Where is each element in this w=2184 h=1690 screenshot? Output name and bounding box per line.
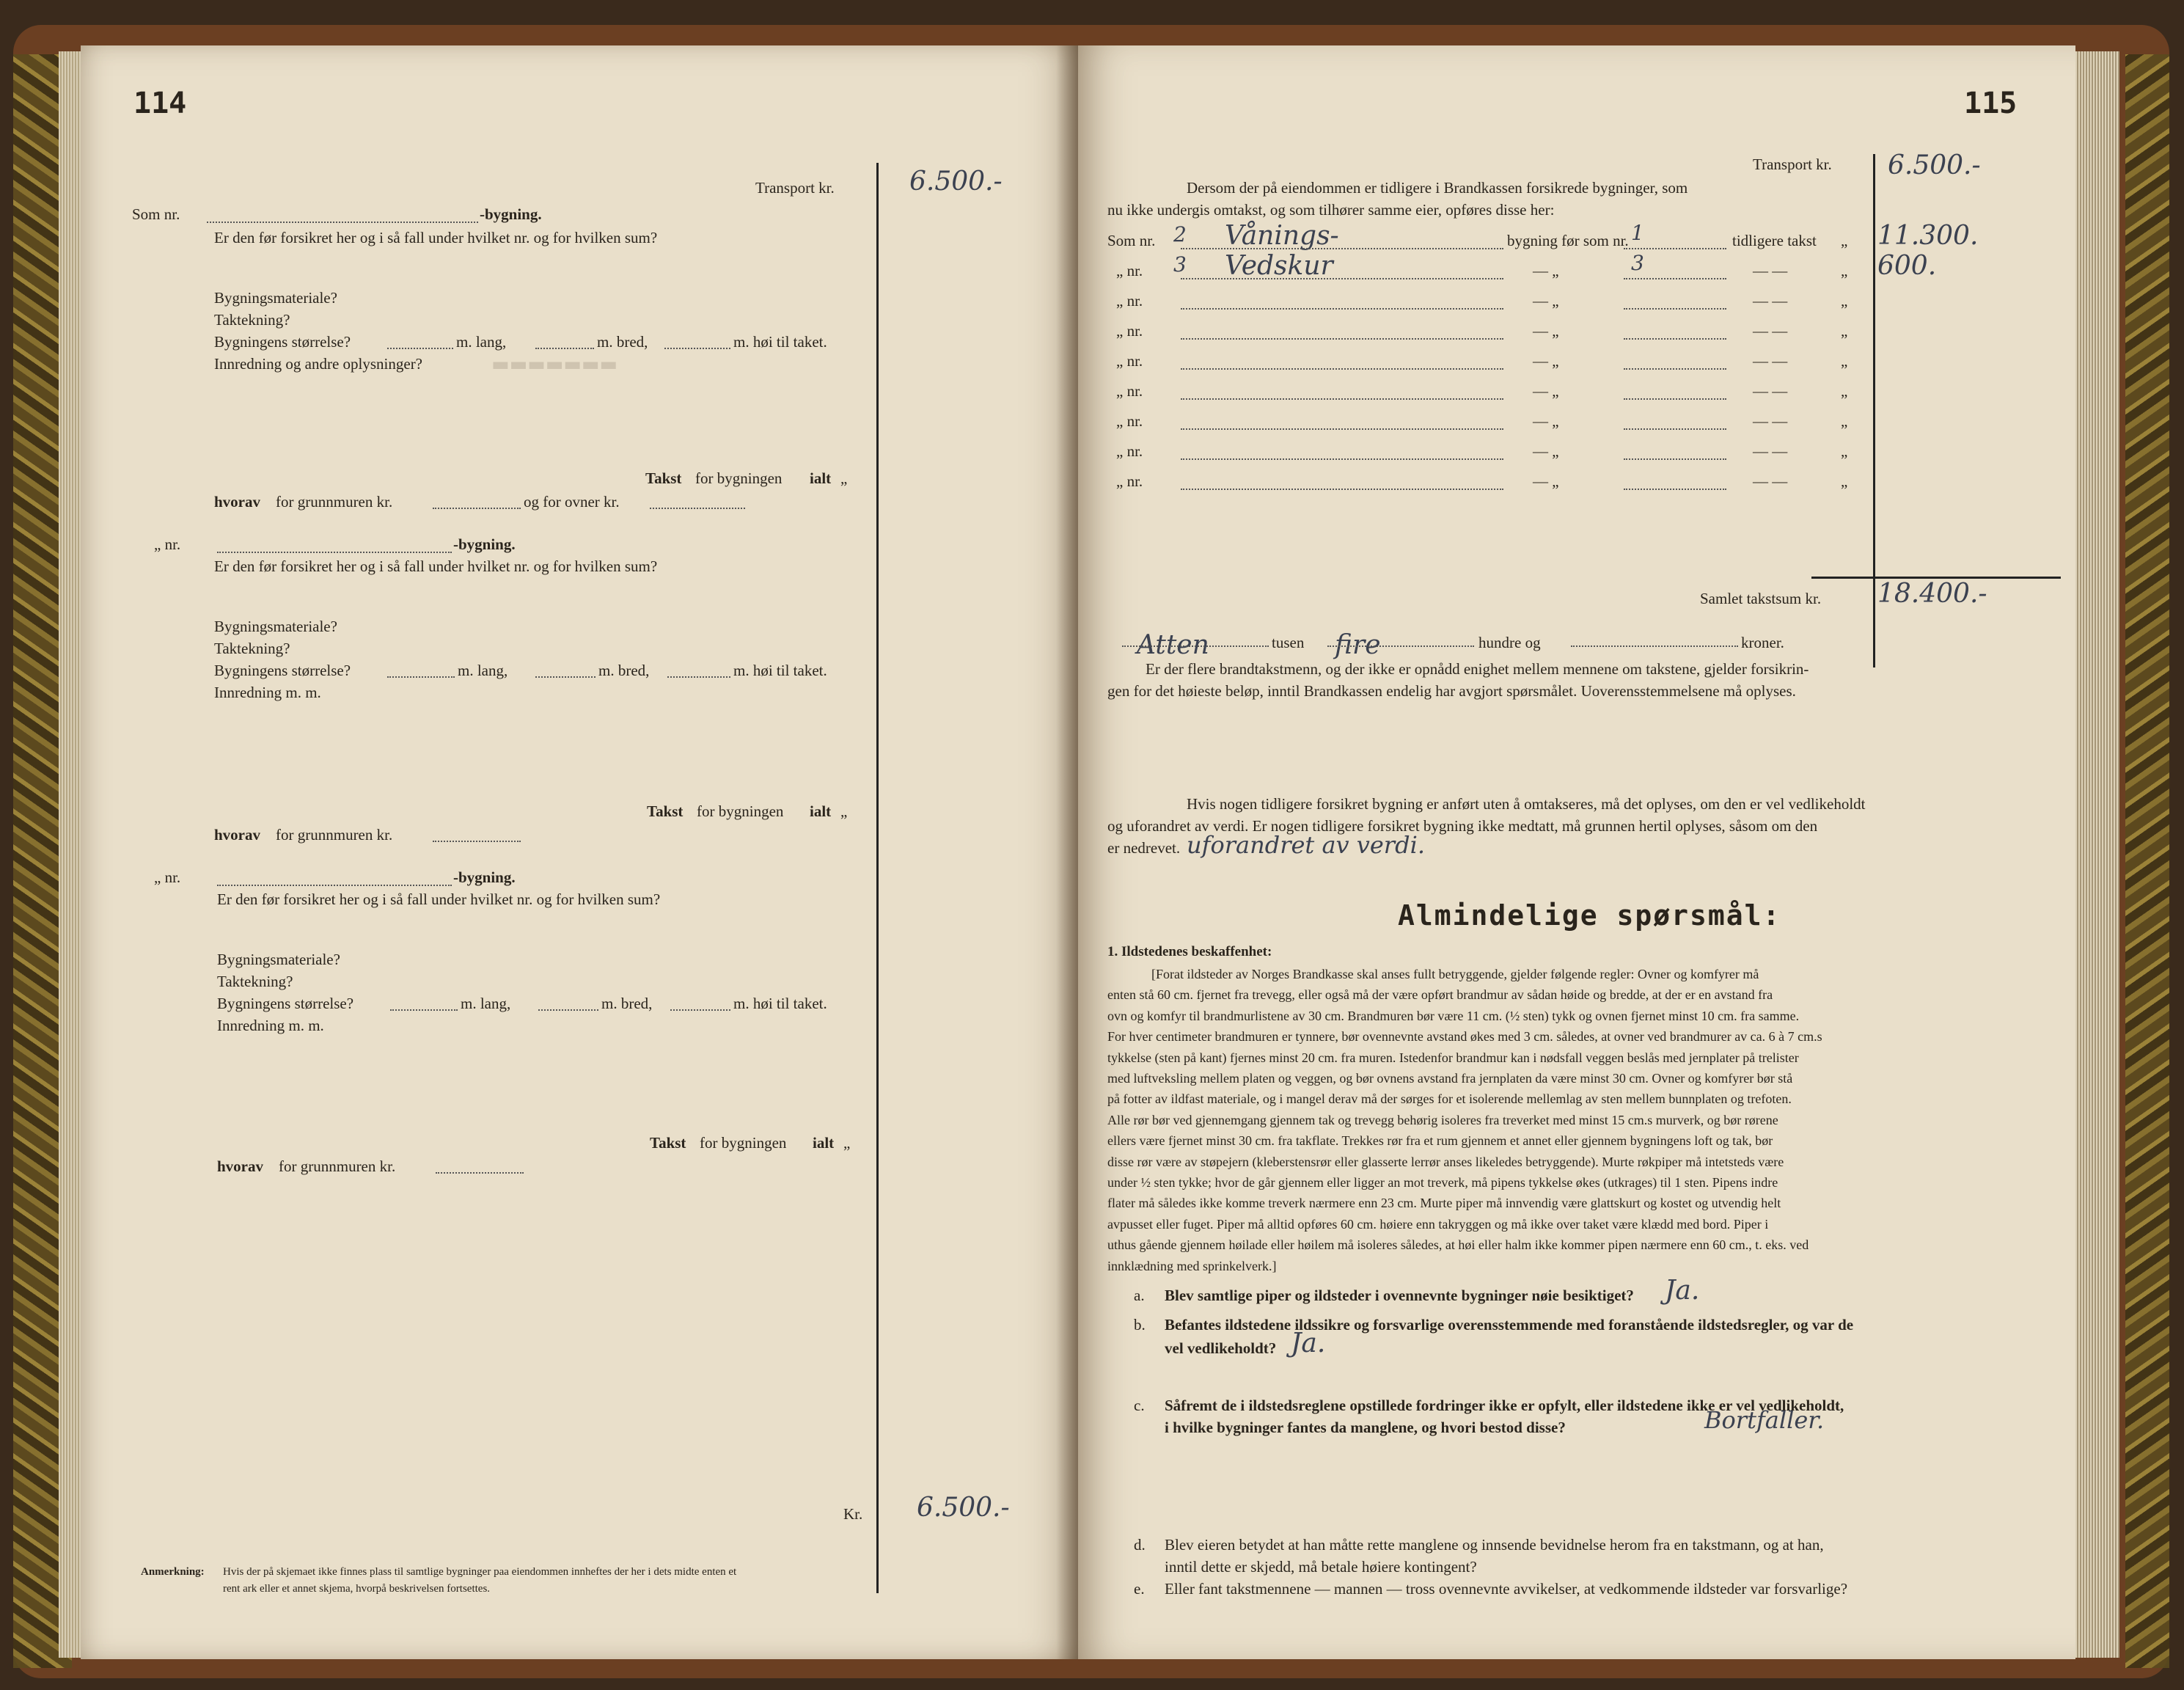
- question-e-label: e.: [1134, 1580, 1145, 1598]
- row-prefix: „ nr.: [1116, 382, 1143, 400]
- interior-label: Innredning m. m.: [214, 684, 321, 701]
- rule-line: under ½ sten tykke; hvor de går gjennem eller ligger an mot treverk, må pipens tykkelse økes (utkrages) til 1 sten. Pipens indre: [1107, 1175, 1778, 1190]
- thousands-line: [1122, 645, 1269, 647]
- row-nr: 2: [1173, 222, 1187, 246]
- question-b-label: b.: [1134, 1316, 1146, 1334]
- row-tidligere-label: — —: [1753, 472, 1788, 490]
- row-ditto-mark: „: [1841, 262, 1848, 279]
- row-bygning-label: — „: [1533, 322, 1559, 340]
- intro-line-1: Dersom der på eiendommen er tidligere i Brandkassen forsikrede bygninger, som: [1187, 179, 1688, 197]
- row-tidligere-label: tidligere takst: [1732, 232, 1817, 249]
- length-label: m. lang,: [458, 662, 508, 679]
- foundation-label: for grunnmuren kr.: [276, 826, 393, 844]
- takst-label: Takst: [647, 802, 684, 820]
- row-name-line: [1181, 398, 1503, 400]
- rule-line: ovn og komfyr til brandmurlistene av 30 cm. Brandmuren bør være 11 cm. (½ sten) tykk og ovnen fjernet minst 10 cm. fra samme.: [1107, 1008, 1800, 1023]
- transport-value: 6.500.-: [1888, 150, 1981, 180]
- hvorav-label: hvorav: [214, 826, 260, 844]
- row-name-line: [1181, 278, 1503, 279]
- row-bygning-label: — „: [1533, 472, 1559, 490]
- stoves-line: [650, 508, 745, 509]
- row-ditto-mark: „: [1841, 472, 1848, 490]
- rule-line: innklædning med sprinkelverk.]: [1107, 1258, 1277, 1273]
- page-edges-right: [2075, 51, 2119, 1658]
- material-label: Bygningsmateriale?: [214, 289, 337, 307]
- transport-label: Transport kr.: [755, 179, 835, 197]
- transport-label: Transport kr.: [1753, 156, 1832, 173]
- question-d-label: d.: [1134, 1536, 1146, 1554]
- length-label: m. lang,: [456, 333, 507, 351]
- row-nr-line: [1624, 428, 1726, 430]
- height-label: m. høi til taket.: [733, 662, 827, 679]
- anmerkning-text-1: Hvis der på skjemaet ikke finnes plass til samtlige bygninger paa eiendommen innheftes der her i dets midte enten et: [223, 1566, 737, 1578]
- question-c-text-2: i hvilke bygninger fantes da manglene, og hvori bestod disse?: [1165, 1419, 1566, 1436]
- row-ditto-mark: „: [1841, 352, 1848, 370]
- length-line: [387, 348, 453, 349]
- nr-line: [207, 222, 478, 223]
- paragraph-2-line-1: Hvis nogen tidligere forsikret bygning er anført uten å omtakseres, må det oplyses, om den er vel vedlikeholdt: [1187, 795, 1866, 813]
- nr-line: [217, 885, 452, 886]
- width-line: [535, 348, 594, 349]
- row-prefix: „ nr.: [1116, 352, 1143, 370]
- row-name-line: [1181, 248, 1503, 249]
- foundation-label: for grunnmuren kr.: [276, 493, 393, 511]
- stoves-label: og for ovner kr.: [524, 493, 620, 511]
- rule-line: uthus gående gjennem høilade eller høilem må isoleres således, at høi eller halm ikke kommer pipen nærmere enn 60 cm., t. eks. ved: [1107, 1237, 1809, 1253]
- size-label: Bygningens størrelse?: [214, 333, 351, 351]
- rule-line: flater må således ikke komme treverk nærmere enn 23 cm. Murte piper må innvendig være glattskurt og kostet og utvendig helt: [1107, 1196, 1781, 1211]
- row-nr-line: [1624, 368, 1726, 370]
- foundation-line: [436, 1172, 524, 1174]
- nr-label: „ nr.: [154, 535, 181, 553]
- question-1-title: 1. Ildstedenes beskaffenhet:: [1107, 944, 1272, 959]
- prior-insurance-question: Er den før forsikret her og i så fall under hvilket nr. og for hvilken sum?: [217, 890, 661, 908]
- anmerkning-label: Anmerkning:: [141, 1566, 205, 1578]
- row-tidligere-label: — —: [1753, 412, 1788, 430]
- row-name-line: [1181, 489, 1503, 490]
- interior-label: Innredning m. m.: [217, 1017, 324, 1034]
- question-b-answer: Ja.: [1291, 1328, 1326, 1358]
- transport-value: 6.500.-: [909, 167, 1003, 197]
- takst-ialt: ialt: [813, 1134, 835, 1152]
- row-prefix: „ nr.: [1116, 442, 1143, 460]
- paragraph-1-line-2: gen for det høieste beløp, inntil Brandkassen endelig har avgjort spørsmålet. Uoverensstemmelsene må oplyses.: [1107, 682, 1796, 700]
- row-nr-line: [1624, 278, 1726, 279]
- row-name-line: [1181, 338, 1503, 340]
- page-number: 115: [1964, 87, 2018, 120]
- nr-label: „ nr.: [154, 868, 181, 886]
- material-label: Bygningsmateriale?: [214, 618, 337, 635]
- bygning-label: -bygning.: [453, 868, 516, 886]
- rule-line: med luftveksling mellem platen og veggen, og bør ovnens avstand fra jernplaten da være minst 30 cm. Ovner og komfyrer bør stå: [1107, 1071, 1793, 1086]
- question-c-label: c.: [1134, 1397, 1145, 1414]
- height-line: [664, 348, 730, 349]
- takst-label: Takst: [650, 1134, 686, 1152]
- row-name-line: [1181, 428, 1503, 430]
- hundre-og-label: hundre og: [1478, 634, 1541, 651]
- rule-line: på fotter av ildfast materiale, og i mangel derav må der sørges for et isolerende mellemlag av sten mellem bunnplaten og trefoten.: [1107, 1091, 1792, 1107]
- question-a-answer: Ja.: [1665, 1276, 1700, 1306]
- row-prefix: Som nr.: [1107, 232, 1156, 249]
- marbled-cover-right: [2125, 54, 2169, 1668]
- row-prefix: „ nr.: [1116, 322, 1143, 340]
- nr-line: [217, 552, 452, 553]
- page-number: 114: [133, 87, 187, 120]
- row-prefix: „ nr.: [1116, 412, 1143, 430]
- length-label: m. lang,: [461, 995, 511, 1012]
- paragraph-1-line-1: Er der flere brandtakstmenn, og der ikke er opnådd enighet mellem mennene om takstene, gjelder forsikrin-: [1146, 660, 1809, 678]
- length-line: [387, 676, 455, 678]
- rule-line: enten stå 60 cm. fjernet fra trevegg, eller også må der være opført brandmur av sådan høide og bredde, at der er en avstand fra: [1107, 987, 1773, 1003]
- takst-text: for bygningen: [700, 1134, 787, 1152]
- amount-words-thousands: Atten: [1137, 630, 1209, 660]
- amount-column-rule: [1873, 154, 1875, 667]
- material-label: Bygningsmateriale?: [217, 951, 340, 968]
- question-b-text-2: vel vedlikeholdt?: [1165, 1339, 1277, 1357]
- row-nr-line: [1624, 248, 1726, 249]
- bygning-label: -bygning.: [480, 205, 542, 223]
- question-d-text-2: inntil dette er skjedd, må betale høiere kontingent?: [1165, 1558, 1477, 1576]
- rule-line: [Forat ildsteder av Norges Brandkasse skal anses fullt betryggende, gjelder følgende regler: Ovner og komfyrer må: [1151, 967, 1759, 981]
- row-tidligere-label: — —: [1753, 262, 1788, 279]
- row-tidligere-label: — —: [1753, 382, 1788, 400]
- width-label: m. bred,: [601, 995, 653, 1012]
- row-nr-line: [1624, 489, 1726, 490]
- row-prefix: „ nr.: [1116, 292, 1143, 310]
- question-a-text: Blev samtlige piper og ildsteder i ovennevnte bygninger nøie besiktiget?: [1165, 1287, 1634, 1304]
- paragraph-2-line-2: og uforandret av verdi. Er nogen tidligere forsikret bygning ikke medtatt, må grunnen hertil oplyses, såsom om den: [1107, 817, 1818, 835]
- row-bygning-label: — „: [1533, 442, 1559, 460]
- question-a-label: a.: [1134, 1287, 1145, 1304]
- page-edges-left: [59, 51, 82, 1658]
- row-ditto-mark: „: [1841, 442, 1848, 460]
- row-nr-line: [1624, 398, 1726, 400]
- amount-words-hundreds: fire: [1335, 630, 1381, 660]
- hvorav-label: hvorav: [217, 1157, 263, 1175]
- row-name-line: [1181, 368, 1503, 370]
- row-ditto-mark: „: [1841, 232, 1848, 249]
- row-bygning-label: — „: [1533, 352, 1559, 370]
- total-value: 6.500.-: [917, 1493, 1010, 1523]
- width-line: [535, 676, 596, 678]
- rule-line: disse rør være av støpejern (kleberstensrør eller glasserte lerrør anses likeledes betryggende). Murte røkpiper må intetsteds være: [1107, 1154, 1784, 1169]
- right-page: [1078, 45, 2075, 1659]
- paragraph-2-answer: uforandret av verdi.: [1187, 831, 1425, 859]
- row-name-line: [1181, 308, 1503, 310]
- row-building-name: Vånings-: [1225, 221, 1339, 251]
- row-tidligere-label: — —: [1753, 352, 1788, 370]
- foundation-line: [433, 841, 521, 842]
- row-tidligere-label: — —: [1753, 292, 1788, 310]
- rule-line: avpusset eller fuget. Piper må alltid opføres 60 cm. høiere enn takryggen og må ikke over taket være klædd med bord. Piper i: [1107, 1216, 1769, 1232]
- height-label: m. høi til taket.: [733, 995, 827, 1012]
- rule-line: ellers være fjernet minst 30 cm. fra takflate. Trekkes rør fra et rum gjennem et annet eller gjennem bygningens loft og tak, bør: [1107, 1133, 1773, 1149]
- question-b-text-1: Befantes ildstedene ildssikre og forsvarlige overensstemmende med foranstående ildstedsregler, og var de: [1165, 1316, 1854, 1334]
- left-page: [81, 45, 1078, 1659]
- question-e-text: Eller fant takstmennene — mannen — tross ovennevnte avvikelser, at vedkommende ildsteder var forsvarlige?: [1165, 1580, 1848, 1598]
- takst-text: for bygningen: [695, 469, 783, 487]
- samlet-value: 18.400.-: [1877, 579, 1987, 609]
- total-label: Kr.: [843, 1505, 863, 1523]
- row-prefix: „ nr.: [1116, 472, 1143, 490]
- width-label: m. bred,: [597, 333, 648, 351]
- takst-label: Takst: [645, 469, 682, 487]
- kroner-label: kroner.: [1741, 634, 1784, 651]
- anmerkning-text-2: rent ark eller et annet skjema, hvorpå beskrivelsen fortsettes.: [223, 1583, 491, 1595]
- prior-insurance-question: Er den før forsikret her og i så fall under hvilket nr. og for hvilken sum?: [214, 557, 658, 575]
- rule-line: tykkelse (sten på kant) fjernes minst 20 cm. fra muren. Istedenfor brandmur kan i nødsfall veggen beslås med jernplater på trelister: [1107, 1050, 1799, 1065]
- ditto-mark: „: [840, 469, 848, 487]
- question-d-text-1: Blev eieren betydet at han måtte rette manglene og innsende bevidnelse herom fra en takstmann, og at han,: [1165, 1536, 1824, 1554]
- tusen-label: tusen: [1272, 634, 1305, 651]
- section-heading: Almindelige spørsmål:: [1398, 899, 1781, 932]
- width-line: [538, 1009, 598, 1011]
- height-label: m. høi til taket.: [733, 333, 827, 351]
- size-label: Bygningens størrelse?: [217, 995, 354, 1012]
- row-name-line: [1181, 458, 1503, 460]
- prior-insurance-question: Er den før forsikret her og i så fall under hvilket nr. og for hvilken sum?: [214, 229, 658, 246]
- roofing-label: Taktekning?: [214, 640, 290, 657]
- paragraph-2-line-3: er nedrevet.: [1107, 839, 1181, 857]
- height-line: [670, 1009, 730, 1011]
- row-prefix: „ nr.: [1116, 262, 1143, 279]
- foundation-label: for grunnmuren kr.: [279, 1157, 396, 1175]
- roofing-label: Taktekning?: [217, 973, 293, 990]
- row-bygning-label: bygning før som nr.: [1507, 232, 1629, 249]
- row-prior-value: 11.300.: [1877, 221, 1979, 251]
- rule-line: For hver centimeter brandmuren er tynnere, bør ovennevnte avstand økes med 3 cm. således, at ovner ved brandmurer av ca. 6 à 7 cm.s: [1107, 1029, 1822, 1045]
- hvorav-label: hvorav: [214, 493, 260, 511]
- width-label: m. bred,: [598, 662, 650, 679]
- bygning-label: -bygning.: [453, 535, 516, 553]
- row-tidligere-label: — —: [1753, 322, 1788, 340]
- row-ditto-mark: „: [1841, 382, 1848, 400]
- row-bygning-label: — „: [1533, 262, 1559, 279]
- size-label: Bygningens størrelse?: [214, 662, 351, 679]
- row-nr-line: [1624, 338, 1726, 340]
- row-building-name: Vedskur: [1225, 251, 1333, 281]
- intro-line-2: nu ikke undergis omtakst, og som tilhører samme eier, opføres disse her:: [1107, 201, 1555, 219]
- row-nr-line: [1624, 458, 1726, 460]
- row-old-nr: 3: [1631, 251, 1644, 275]
- row-ditto-mark: „: [1841, 322, 1848, 340]
- rule-line: Alle rør bør ved gjennemgang gjennem tak og trevegg behørig isoleres fra treverket med minst 15 cm.s murverk, og bør rørene: [1107, 1112, 1778, 1127]
- som-nr-label: Som nr.: [132, 205, 180, 223]
- foundation-line: [433, 508, 521, 509]
- question-c-answer: Bortfaller.: [1704, 1406, 1825, 1434]
- row-bygning-label: — „: [1533, 412, 1559, 430]
- question-c-text-1: Såfremt de i ildstedsreglene opstillede fordringer ikke er opfylt, eller ildstedene ikke er vel vedlikeholdt,: [1165, 1397, 1844, 1414]
- length-line: [390, 1009, 458, 1011]
- takst-ialt: ialt: [810, 802, 832, 820]
- bleed-through-text: ▬▬▬▬▬▬▬: [491, 354, 618, 376]
- ore-line: [1571, 645, 1738, 647]
- samlet-label: Samlet takstsum kr.: [1700, 590, 1822, 607]
- roofing-label: Taktekning?: [214, 311, 290, 329]
- takst-ialt: ialt: [810, 469, 832, 487]
- ditto-mark: „: [840, 802, 848, 820]
- row-ditto-mark: „: [1841, 412, 1848, 430]
- row-prior-value: 600.: [1877, 251, 1937, 281]
- amount-column-rule: [876, 163, 879, 1593]
- row-bygning-label: — „: [1533, 382, 1559, 400]
- row-nr-line: [1624, 308, 1726, 310]
- row-nr: 3: [1173, 252, 1187, 277]
- row-old-nr: 1: [1631, 221, 1644, 245]
- height-line: [667, 676, 730, 678]
- takst-text: for bygningen: [697, 802, 784, 820]
- ditto-mark: „: [843, 1134, 851, 1152]
- row-bygning-label: — „: [1533, 292, 1559, 310]
- row-tidligere-label: — —: [1753, 442, 1788, 460]
- interior-label: Innredning og andre oplysninger?: [214, 355, 423, 373]
- hundreds-line: [1327, 645, 1474, 647]
- row-ditto-mark: „: [1841, 292, 1848, 310]
